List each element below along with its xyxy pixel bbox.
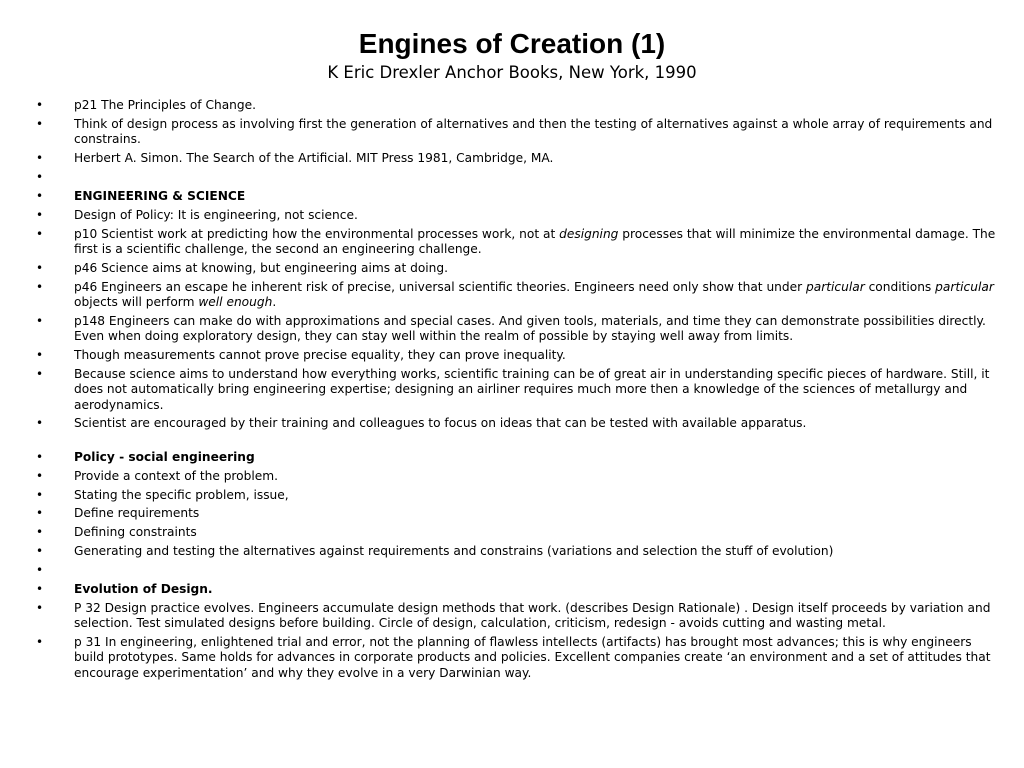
bullet-item-empty	[36, 170, 998, 185]
bullet-list	[36, 98, 998, 685]
bullet-item	[36, 416, 998, 431]
bullet-item	[36, 544, 998, 559]
bullet-item	[36, 367, 998, 413]
bullet-text: .	[272, 295, 277, 310]
emphasis-text: well enough	[198, 295, 273, 310]
bullet-text: p46 Engineers an escape he inherent risk of precise, universal scientific theories. Engineers need only show that under	[74, 279, 807, 294]
bullet-text: Because science aims to understand how everything works, scientific training can be of great air in understanding specific pieces of hardware. Still, it does not automatically bring engineering expertise; designing an airliner requires much more then a knowledge of the sciences of metallurgy and aerodynamics.	[74, 366, 990, 412]
bullet-item	[36, 227, 998, 258]
bullet-item	[36, 525, 998, 540]
slide-title: Engines of Creation (1)	[358, 28, 666, 59]
bullet-item	[36, 261, 998, 276]
bullet-text: Generating and testing the alternatives against requirements and constrains (variations and selection the stuff of evolution)	[74, 544, 834, 559]
section-heading-text: Policy - social engineering	[74, 449, 255, 464]
bullet-text: p 31 In engineering, enlightened trial and error, not the planning of flawless intellects (artifacts) has brought most advances; this is why engineers build prototypes. Same holds for advances in corporate products and policies. Excellent companies create ‘an environment and a set of attitudes that encourage experimentation’ and why they evolve in a very Darwinian way.	[74, 635, 991, 680]
bullet-item	[36, 469, 998, 484]
section-heading-text: Evolution of Design.	[74, 582, 213, 596]
slide-subtitle: K Eric Drexler Anchor Books, New York, 1990	[327, 63, 697, 82]
bullet-text: Defining constraints	[74, 525, 197, 540]
bullet-text: Herbert A. Simon. The Search of the Artificial. MIT Press 1981, Cambridge, MA.	[74, 151, 554, 166]
bullet-item	[36, 635, 998, 681]
emphasis-text: particular	[935, 279, 994, 294]
bullet-text: Scientist are encouraged by their training and colleagues to focus on ideas that can be tested with available apparatus.	[74, 416, 807, 431]
bullet-text: P 32 Design practice evolves. Engineers accumulate design methods that work. (describes Design Rationale) . Design itself proceeds by variation and selection. Test simulated designs before building. Circle of design, calculation, criticism, redesign - avoids cutting and wasting metal.	[74, 600, 991, 631]
bullet-text: Provide a context of the problem.	[74, 468, 278, 483]
bullet-text: p46 Science aims at knowing, but engineering aims at doing.	[74, 260, 449, 275]
bullet-text: processes that will minimize the environmental damage. The first is a scientific challenge, the second an engineering challenge.	[74, 226, 996, 256]
bullet-text: Design of Policy: It is engineering, not science.	[74, 207, 358, 222]
section-heading	[36, 450, 998, 465]
bullet-text: p10 Scientist work at predicting how the environmental processes work, not at	[74, 226, 560, 241]
section-heading	[36, 582, 998, 597]
bullet-text: Define requirements	[74, 506, 200, 521]
emphasis-text: designing	[559, 226, 619, 241]
bullet-item	[36, 151, 998, 166]
bullet-item	[36, 348, 998, 363]
section-heading-text: ENGINEERING & SCIENCE	[74, 188, 246, 203]
bullet-item	[36, 314, 998, 345]
bullet-text: p21 The Principles of Change.	[74, 98, 257, 112]
bullet-item	[36, 601, 998, 632]
bullet-text: objects will perform	[74, 295, 199, 310]
bullet-item-empty	[36, 563, 998, 578]
bullet-item	[36, 208, 998, 223]
bullet-item	[36, 280, 998, 311]
bullet-item	[36, 506, 998, 521]
section-heading	[36, 189, 998, 204]
bullet-item	[36, 117, 998, 148]
bullet-item	[36, 98, 998, 113]
bullet-text: Though measurements cannot prove precise equality, they can prove inequality.	[74, 348, 566, 363]
bullet-text: Stating the specific problem, issue,	[74, 487, 289, 502]
bullet-text: p148 Engineers can make do with approximations and special cases. And given tools, materials, and time they can demonstrate possibilities directly. Even when doing exploratory design, they can stay well within the realm of possible by staying well away from limits.	[74, 313, 986, 344]
bullet-item	[36, 488, 998, 503]
bullet-text: Think of design process as involving first the generation of alternatives and then the testing of alternatives against a whole array of requirements and constrains.	[74, 116, 993, 147]
emphasis-text: particular	[806, 279, 865, 294]
bullet-text: conditions	[864, 279, 936, 294]
